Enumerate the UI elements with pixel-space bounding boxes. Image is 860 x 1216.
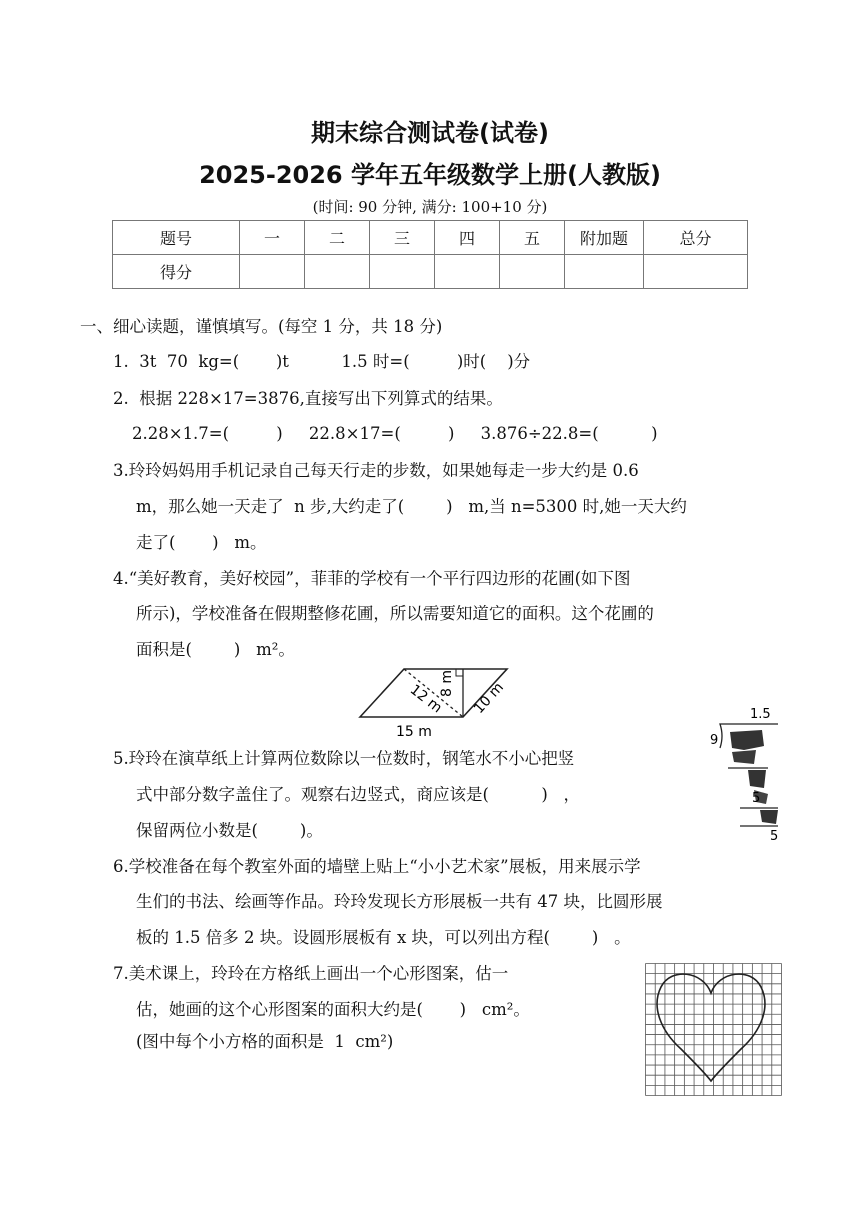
grid-lines (646, 964, 782, 1096)
question-2-line: 2.28×1.7=( ) 22.8×17=( ) 3.876÷22.8=( ) (132, 424, 658, 443)
question-3-line: 走了( ) m。 (136, 533, 267, 552)
score-header-cell: 附加题 (565, 221, 644, 255)
question-4-line: 面积是( ) m²。 (136, 640, 295, 659)
question-6-line: 6.学校准备在每个教室外面的墙壁上贴上“小小艺术家”展板，用来展示学 (113, 857, 641, 876)
question-2-line: 2. 根据 228×17=3876,直接写出下列算式的结果。 (113, 389, 503, 408)
question-4-line: 所示)，学校准备在假期整修花圃，所以需要知道它的面积。这个花圃的 (136, 604, 654, 623)
section-heading: 一、细心读题，谨慎填写。(每空 1 分，共 18 分) (80, 317, 443, 336)
score-header-cell: 总分 (644, 221, 748, 255)
exam-time-info: (时间: 90 分钟, 满分: 100+10 分) (312, 198, 548, 216)
figure-label-12m: 12 m (406, 681, 445, 717)
division-digit: 5 (752, 791, 761, 806)
question-5-line: 式中部分数字盖住了。观察右边竖式，商应该是( ) ， (136, 785, 581, 804)
score-header-cell: 四 (435, 221, 500, 255)
score-header-cell: 五 (500, 221, 565, 255)
score-header-cell: 三 (370, 221, 435, 255)
score-cell[interactable] (370, 255, 435, 289)
exam-subtitle: 2025-2026 学年五年级数学上册(人教版) (199, 161, 661, 189)
score-cell[interactable] (435, 255, 500, 289)
score-cell[interactable] (565, 255, 644, 289)
long-division-figure (704, 704, 784, 844)
question-7-line: (图中每个小方格的面积是 1 cm²) (136, 1032, 394, 1051)
figure-label-10m: 10 m (470, 679, 507, 717)
figure-label-8m: 8 m (439, 670, 455, 697)
question-4-line: 4.“美好教育，美好校园”，菲菲的学校有一个平行四边形的花圃(如下图 (113, 569, 631, 588)
figure-label-15m: 15 m (396, 724, 432, 740)
question-3-line: m，那么她一天走了 n 步,大约走了( ) m,当 n=5300 时,她一天大约 (136, 497, 687, 516)
division-quotient: 1.5 (750, 707, 771, 722)
score-cell[interactable] (644, 255, 748, 289)
score-header-cell: 一 (240, 221, 305, 255)
score-cell[interactable] (500, 255, 565, 289)
score-header-cell: 题号 (113, 221, 240, 255)
question-6-line: 生们的书法、绘画等作品。玲玲发现长方形展板一共有 47 块，比圆形展 (136, 892, 663, 911)
score-cell[interactable] (240, 255, 305, 289)
question-1: 1. 3t 70 kg=( )t 1.5 时=( )时( )分 (113, 352, 531, 371)
question-5-line: 5.玲玲在演草纸上计算两位数除以一位数时，钢笔水不小心把竖 (113, 749, 575, 768)
question-7-line: 估，她画的这个心形图案的面积大约是( ) cm²。 (136, 1000, 530, 1019)
question-5-line: 保留两位小数是( )。 (136, 821, 323, 840)
question-7-line: 7.美术课上，玲玲在方格纸上画出一个心形图案，估一 (113, 964, 509, 983)
division-digit: 5 (770, 829, 779, 844)
question-3-line: 3.玲玲妈妈用手机记录自己每天行走的步数，如果她每走一步大约是 0.6 (113, 461, 639, 480)
heart-grid-figure (645, 963, 782, 1096)
score-table-score-row (113, 255, 748, 289)
parallelogram-figure (352, 660, 512, 742)
score-table (112, 220, 748, 289)
exam-title: 期末综合测试卷(试卷) (311, 119, 549, 147)
score-row-label: 得分 (113, 255, 240, 289)
question-6-line: 板的 1.5 倍多 2 块。设圆形展板有 x 块，可以列出方程( ) 。 (136, 928, 631, 947)
score-header-cell: 二 (305, 221, 370, 255)
division-divisor: 9 (710, 733, 719, 748)
score-table-header-row (113, 221, 748, 255)
score-cell[interactable] (305, 255, 370, 289)
